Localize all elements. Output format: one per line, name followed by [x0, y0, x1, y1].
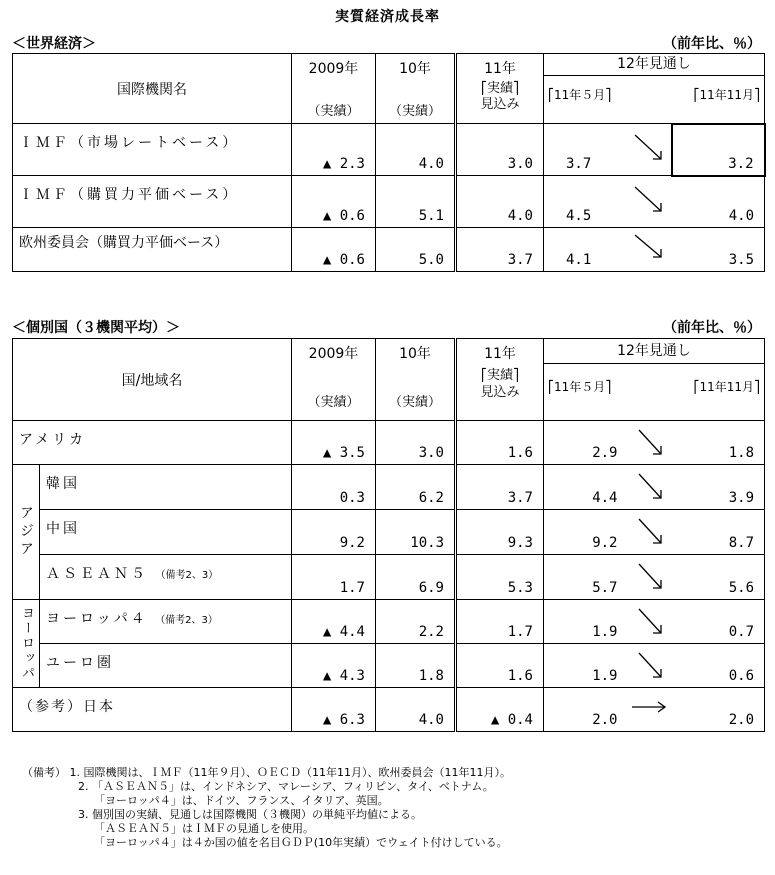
down-arrow-icon: [636, 471, 666, 503]
down-arrow-icon: [632, 232, 666, 262]
cell-2009: 9.2: [292, 510, 376, 555]
header-10-text: 10年: [399, 346, 431, 362]
cell-11: 4.0: [456, 176, 544, 228]
europe-group-label: [13, 600, 40, 688]
cell-may: [544, 124, 672, 176]
world-row-imf-market: [13, 124, 765, 176]
cell-11: 1.7: [456, 600, 544, 644]
cell-11: ▲ 0.4: [456, 688, 544, 732]
world-section-label: ＜世界経済＞: [12, 36, 96, 52]
world-row-ec: [13, 228, 765, 272]
cell-may: [544, 555, 672, 600]
country-header-2009: [292, 339, 376, 421]
notes-block: [22, 766, 511, 850]
row-name-text: ＡＳＥＡＮ５: [46, 566, 148, 582]
country-row-usa: [13, 421, 765, 465]
header-name-text: 国/地域名: [121, 372, 183, 389]
country-header-row: [13, 339, 765, 421]
header-12-text: 12年見通し: [544, 54, 764, 76]
row-name: 欧州委員会（購買力平価ベース）: [13, 228, 292, 272]
cell-10: 5.1: [376, 176, 456, 228]
row-name: 中国: [40, 510, 292, 555]
row-name: アメリカ: [13, 421, 292, 465]
cell-2009: ▲ 6.3: [292, 688, 376, 732]
down-arrow-icon: [636, 606, 666, 638]
cell-may: [544, 176, 672, 228]
country-unit-label: （前年比、％）: [663, 320, 761, 336]
header-11-sub2: 見込み: [480, 385, 520, 400]
country-header-name: [13, 339, 292, 421]
header-10-sub: （実績）: [388, 395, 441, 410]
world-header-2009: [292, 54, 376, 124]
note-1: 1. 国際機関は、ＩＭＦ（11年９月）、ＯＥＣＤ（11年11月）、欧州委員会（11年11月）。: [69, 766, 511, 779]
right-arrow-icon: [630, 700, 668, 714]
value-may: 4.5: [566, 208, 592, 224]
row-name: ＩＭＦ（市場レートベース）: [13, 124, 292, 176]
cell-nov: 5.6: [672, 555, 765, 600]
cell-10: 6.2: [376, 465, 456, 510]
value-may: 2.9: [592, 445, 618, 461]
country-row-china: [13, 510, 765, 555]
country-row-europe4: [13, 600, 765, 644]
cell-nov: 4.0: [672, 176, 765, 228]
cell-nov: 3.2: [672, 124, 765, 176]
cell-2009: ▲ 0.6: [292, 228, 376, 272]
header-10-text: 10年: [399, 61, 431, 77]
header-11-sub2: 見込み: [480, 97, 520, 112]
country-table: [12, 338, 765, 732]
world-unit-label: （前年比、％）: [663, 36, 761, 52]
cell-11: 3.7: [456, 465, 544, 510]
country-header-10: [376, 339, 456, 421]
cell-11: 1.6: [456, 644, 544, 688]
row-name: [40, 600, 292, 644]
down-arrow-icon: [632, 132, 666, 164]
cell-11: 1.6: [456, 421, 544, 465]
cell-may: [544, 644, 672, 688]
cell-2009: 1.7: [292, 555, 376, 600]
cell-nov: 2.0: [672, 688, 765, 732]
header-2009-text: 2009年: [308, 61, 359, 77]
row-name: （参考）日本: [13, 688, 292, 732]
country-header-11: 11年 ⎡実績⎤ 見込み: [456, 339, 544, 421]
cell-10: 10.3: [376, 510, 456, 555]
asia-label-text: アジア: [18, 505, 34, 559]
row-name-text: ヨーロッパ４: [46, 611, 148, 627]
row-name: 韓国: [40, 465, 292, 510]
page-title: 実質経済成長率: [335, 9, 440, 25]
country-row-asean5: [13, 555, 765, 600]
cell-11: 9.3: [456, 510, 544, 555]
down-arrow-icon: [636, 427, 666, 459]
cell-2009: ▲ 4.3: [292, 644, 376, 688]
country-row-eurozone: [13, 644, 765, 688]
country-section-label: ＜個別国（３機関平均）＞: [12, 320, 180, 336]
cell-nov: 0.6: [672, 644, 765, 688]
header-10-sub: （実績）: [388, 104, 441, 119]
note-ref: （備考2、3）: [155, 570, 219, 581]
cell-10: 5.0: [376, 228, 456, 272]
header-name-text: 国際機関名: [117, 81, 187, 98]
cell-10: 4.0: [376, 688, 456, 732]
cell-nov: 3.9: [672, 465, 765, 510]
header-nov-text: 11年11月: [699, 88, 755, 102]
cell-nov: 1.8: [672, 421, 765, 465]
cell-nov: 8.7: [672, 510, 765, 555]
cell-11: 5.3: [456, 555, 544, 600]
cell-10: 1.8: [376, 644, 456, 688]
country-row-korea: [13, 465, 765, 510]
note-2b: 「ヨーロッパ４」は、ドイツ、フランス、イタリア、英国。: [94, 794, 389, 807]
cell-2009: ▲ 3.5: [292, 421, 376, 465]
down-arrow-icon: [632, 184, 666, 216]
note-3c: 「ヨーロッパ４」は４か国の値を名目ＧＤＰ(10年実績）でウェイト付けしている。: [94, 836, 508, 849]
row-name: ユーロ圏: [40, 644, 292, 688]
cell-2009: ▲ 0.6: [292, 176, 376, 228]
cell-2009: 0.3: [292, 465, 376, 510]
value-may: 2.0: [592, 712, 618, 728]
header-2009-sub: （実績）: [307, 104, 360, 119]
cell-2009: ▲ 4.4: [292, 600, 376, 644]
value-may: 1.9: [592, 624, 618, 640]
value-may: 3.7: [566, 156, 592, 172]
note-ref: （備考2、3）: [155, 615, 218, 626]
header-11-text: 11年: [484, 346, 516, 362]
value-may: 4.1: [566, 252, 592, 268]
header-12-text: 12年見通し: [544, 339, 764, 364]
cell-may: [544, 600, 672, 644]
header-nov-text: 11年11月: [699, 380, 755, 394]
down-arrow-icon: [636, 650, 666, 682]
world-header-10: [376, 54, 456, 124]
down-arrow-icon: [636, 561, 666, 593]
header-may-text: 11年５月: [554, 88, 606, 102]
value-may: 1.9: [592, 668, 618, 684]
row-name: ＩＭＦ（購買力平価ベース）: [13, 176, 292, 228]
note-2a: 2. 「ＡＳＥＡＮ５」は、インドネシア、マレーシア、フィリピン、タイ、ベトナム。: [78, 780, 494, 793]
value-may: 4.4: [592, 490, 618, 506]
asia-group-label: [13, 465, 40, 600]
world-header-row: [13, 54, 765, 124]
cell-11: 3.0: [456, 124, 544, 176]
country-row-japan: [13, 688, 765, 732]
cell-may: [544, 688, 672, 732]
cell-nov: 0.7: [672, 600, 765, 644]
world-header-12: 12年見通し ⎡11年５月⎤ ⎡11年11月⎤: [544, 54, 765, 124]
header-may-text: 11年５月: [554, 380, 606, 394]
value-may: 9.2: [592, 535, 618, 551]
cell-2009: ▲ 2.3: [292, 124, 376, 176]
cell-may: [544, 421, 672, 465]
cell-nov: 3.5: [672, 228, 765, 272]
world-header-11: 11年 ⎡実績⎤ 見込み: [456, 54, 544, 124]
note-3a: 3. 個別国の実績、見通しは国際機関（３機関）の単純平均値による。: [78, 808, 422, 821]
header-2009-text: 2009年: [308, 346, 359, 362]
row-name: [40, 555, 292, 600]
note-3b: 「ＡＳＥＡＮ５」はＩＭＦの見通しを使用。: [94, 822, 314, 835]
cell-11: 3.7: [456, 228, 544, 272]
cell-may: [544, 510, 672, 555]
notes-label: （備考）: [22, 766, 66, 779]
header-2009-sub: （実績）: [307, 395, 360, 410]
cell-10: 4.0: [376, 124, 456, 176]
world-row-imf-ppp: [13, 176, 765, 228]
down-arrow-icon: [636, 516, 666, 548]
cell-may: [544, 228, 672, 272]
value-may: 5.7: [592, 580, 618, 596]
cell-10: 6.9: [376, 555, 456, 600]
country-header-12: 12年見通し ⎡11年５月⎤ ⎡11年11月⎤: [544, 339, 765, 421]
header-11-sub1: 実績: [486, 81, 513, 96]
europe-label-text: ヨーロッパ: [19, 606, 34, 681]
cell-10: 2.2: [376, 600, 456, 644]
header-11-sub1: 実績: [486, 368, 513, 383]
cell-10: 3.0: [376, 421, 456, 465]
cell-may: [544, 465, 672, 510]
world-table: [12, 53, 766, 272]
header-11-text: 11年: [484, 61, 516, 77]
world-header-name: [13, 54, 292, 124]
